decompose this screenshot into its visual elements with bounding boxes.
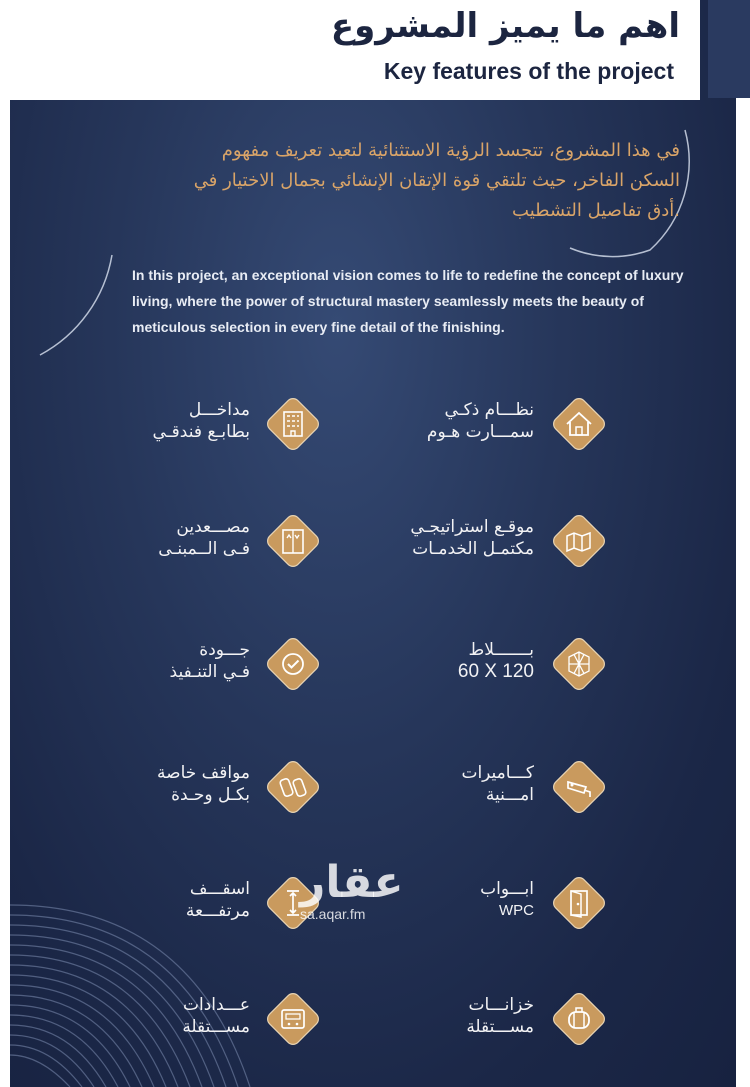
feature-text <box>158 516 250 560</box>
parking-cars-icon <box>262 756 324 818</box>
watermark <box>300 858 404 922</box>
feature-text <box>157 762 250 806</box>
hotel-building-icon <box>262 393 324 455</box>
feature-cameras <box>396 756 616 826</box>
feature-line-2: بطابـع فندقـي <box>152 422 250 442</box>
feature-line-1: نظـــام ذكـي <box>444 400 534 420</box>
feature-line-2: 60 X 120 <box>457 661 534 682</box>
smart-home-icon <box>548 393 610 455</box>
door-icon <box>548 872 610 934</box>
feature-line-2: WPC <box>499 902 534 919</box>
intro-english: In this project, an exceptional vision comes to life to redefine the concept of luxury living, where the power of structural mastery seamlessly meets the beauty of meticulous selection in every fine detail of the finishing. <box>132 267 684 335</box>
feature-line-2: مســـتقلة <box>466 1017 534 1037</box>
feature-line-1: اسقـــف <box>189 879 250 899</box>
feature-text <box>458 639 534 683</box>
feature-line-2: سمـــارت هـوم <box>426 422 534 442</box>
feature-parking <box>138 756 338 826</box>
feature-meters <box>138 988 338 1058</box>
feature-tiles <box>396 633 616 703</box>
feature-text <box>186 878 250 922</box>
feature-line-1: مداخـــل <box>188 400 250 420</box>
intro-arabic-line-1: في هذا المشروع، تتجسد الرؤية الاستثنائية لتعيد تعريف مفهوم <box>221 140 680 161</box>
intro-arabic-line-3: .أدق تفاصيل التشطيب <box>512 200 680 221</box>
feature-line-1: مصـــعدين <box>176 517 250 537</box>
intro-arabic <box>120 136 680 226</box>
page-title-arabic: اهم ما يميز المشروع <box>330 6 680 46</box>
feature-entrances <box>138 393 338 463</box>
feature-line-1: مواقف خاصة <box>157 763 250 783</box>
feature-line-1: موقـع استراتيجـي <box>410 517 534 537</box>
feature-line-2: مرتفـــعة <box>185 901 250 921</box>
feature-text <box>182 994 250 1038</box>
feature-text <box>153 399 250 443</box>
feature-line-1: جـــودة <box>199 640 250 660</box>
feature-line-2: فـى الــمبنـى <box>158 539 250 559</box>
quality-badge-icon <box>262 633 324 695</box>
feature-line-1: خزانـــات <box>468 995 534 1015</box>
meter-icon <box>262 988 324 1050</box>
feature-text <box>170 639 250 683</box>
feature-tanks <box>396 988 616 1058</box>
feature-line-2: مكتمـل الخدمـات <box>412 539 534 559</box>
feature-line-2: بكـل وحـدة <box>171 785 250 805</box>
water-tank-icon <box>548 988 610 1050</box>
feature-text <box>451 878 534 922</box>
security-camera-icon <box>548 756 610 818</box>
feature-quality <box>138 633 338 703</box>
feature-elevators <box>138 510 338 580</box>
feature-line-2: امـــنية <box>485 785 534 805</box>
page-title-english: Key features of the project <box>383 58 674 84</box>
header-side-strip <box>708 0 750 98</box>
feature-line-2: مســـتقلة <box>182 1017 250 1037</box>
feature-line-2: فـي التنـفيذ <box>169 662 250 682</box>
feature-text <box>427 399 534 443</box>
intro-arabic-line-2: السكن الفاخر، حيث تلتقي قوة الإتقان الإنشائي بجمال الاختيار في <box>193 170 680 191</box>
feature-line-1: ابـــواب <box>480 879 534 899</box>
feature-line-1: كـــاميرات <box>461 763 534 783</box>
feature-text <box>466 994 534 1038</box>
watermark-url: sa.aqar.fm <box>300 906 366 922</box>
feature-line-1: عـــدادات <box>182 995 250 1015</box>
feature-text <box>461 762 534 806</box>
feature-location <box>396 510 616 580</box>
watermark-logo: عقار <box>300 857 404 908</box>
elevator-icon <box>262 510 324 572</box>
feature-doors <box>396 872 616 942</box>
feature-line-1: بـــــــلاط <box>468 640 534 660</box>
tiles-icon <box>548 633 610 695</box>
feature-text <box>410 516 534 560</box>
feature-smart-home <box>396 393 616 463</box>
map-location-icon <box>548 510 610 572</box>
